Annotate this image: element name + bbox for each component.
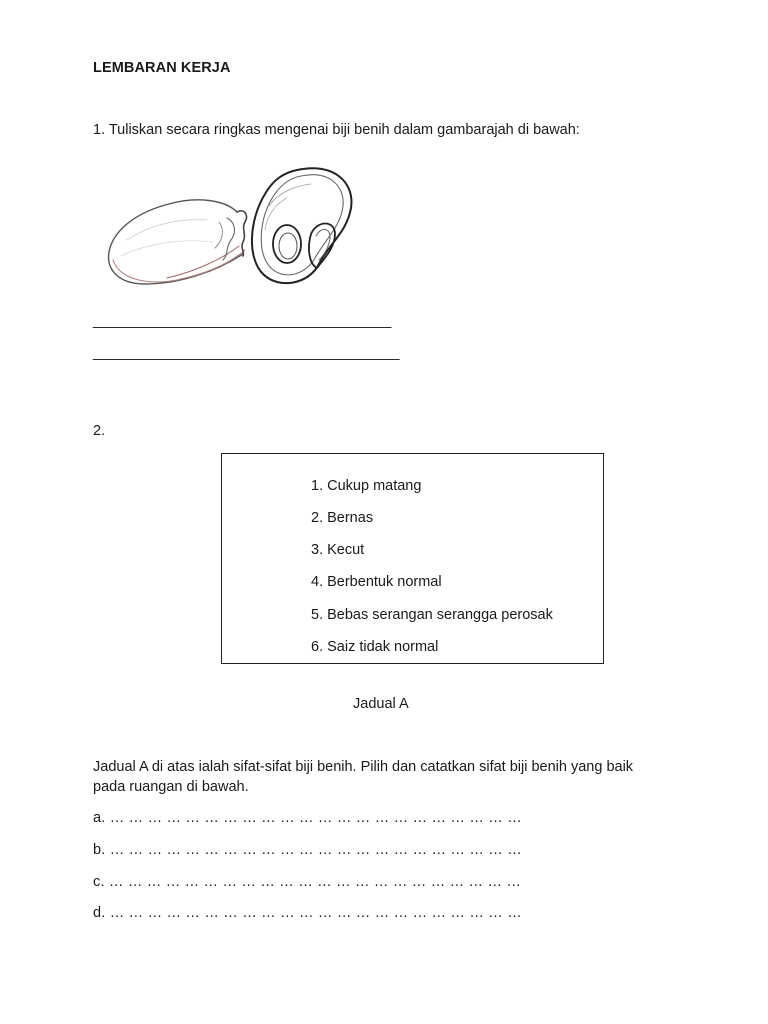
- table-item: 4. Berbentuk normal: [311, 574, 442, 590]
- right-seed-drawing: [252, 168, 352, 283]
- answer-line[interactable]: ______________________________________: [93, 345, 400, 361]
- answer-line[interactable]: _____________________________________: [93, 313, 392, 329]
- table-item: 5. Bebas serangan serangga perosak: [311, 607, 553, 623]
- instruction-text: Jadual A di atas ialah sifat-sifat biji benih. Pilih dan catatkan sifat biji benih yang baik: [93, 759, 634, 775]
- answer-row-b[interactable]: b. … … … … … … … … … … … … … … … … … … … … … …: [93, 842, 522, 858]
- answer-row-a[interactable]: a. … … … … … … … … … … … … … … … … … … … … … …: [93, 810, 522, 826]
- worksheet-title: LEMBARAN KERJA: [93, 60, 231, 76]
- question-1-text: 1. Tuliskan secara ringkas mengenai biji benih dalam gambarajah di bawah:: [93, 122, 580, 138]
- table-item: 2. Bernas: [311, 510, 374, 526]
- table-caption: Jadual A: [353, 696, 409, 712]
- left-seed-drawing: [109, 200, 247, 284]
- answer-row-d[interactable]: d. … … … … … … … … … … … … … … … … … … … … … …: [93, 905, 522, 921]
- question-2-number: 2.: [93, 423, 106, 439]
- instruction-text: pada ruangan di bawah.: [93, 779, 249, 795]
- table-item: 3. Kecut: [311, 542, 365, 558]
- answer-row-c[interactable]: c. … … … … … … … … … … … … … … … … … … … … … …: [93, 874, 522, 890]
- seed-traits-table: [221, 453, 604, 664]
- table-item: 1. Cukup matang: [311, 478, 422, 494]
- seed-illustration: [97, 160, 360, 297]
- table-item: 6. Saiz tidak normal: [311, 639, 439, 655]
